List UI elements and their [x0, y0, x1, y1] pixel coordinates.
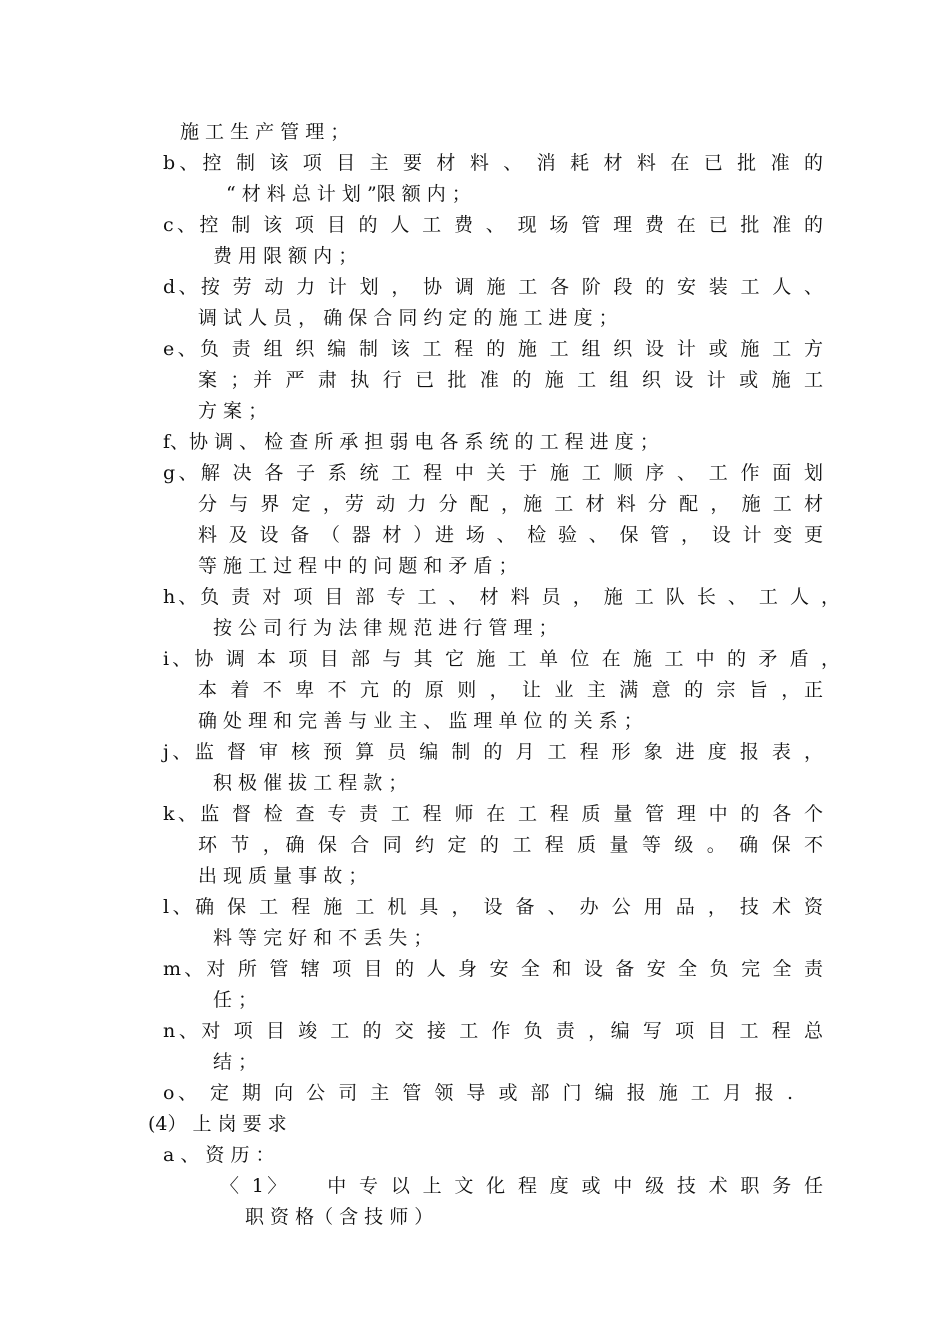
text-line: 案 ；并 严 肃 执 行 已 批 准 的 施 工 组 织 设 计 或 施 工: [198, 369, 823, 391]
list-item-d: d、按 劳 动 力 计 划 ， 协 调 施 工 各 阶 段 的 安 装 工 人 、: [163, 276, 823, 298]
list-item-m: m、对 所 管 辖 项 目 的 人 身 安 全 和 设 备 安 全 负 完 全 责: [163, 958, 823, 980]
list-item-c: c、控 制 该 项 目 的 人 工 费 、 现 场 管 理 费 在 已 批 准 的: [163, 214, 823, 236]
list-item-o: o、 定 期 向 公 司 主 管 领 导 或 部 门 编 报 施 工 月 报 .: [163, 1082, 793, 1104]
text-line: 结 ；: [213, 1051, 258, 1073]
list-item-b: b、控 制 该 项 目 主 要 材 料 、 消 耗 材 料 在 已 批 准 的: [163, 152, 823, 174]
text-line: 按 公 司 行 为 法 律 规 范 进 行 管 理 ；: [213, 617, 558, 639]
text-line: 本 着 不 卑 不 亢 的 原 则 ， 让 业 主 满 意 的 宗 旨 ，正: [198, 679, 823, 701]
text-line: 料 及 设 备 （ 器 材 ）进 场 、 检 验 、 保 管 ， 设 计 变 更: [198, 524, 823, 546]
list-item-h: h、负 责 对 项 目 部 专 工 、 材 料 员 ， 施 工 队 长 、 工 人 ，: [163, 586, 840, 608]
text-line: 料 等 完 好 和 不 丢 失 ；: [213, 927, 433, 949]
text-line: “ 材 料 总 计 划 ”限 额 内 ；: [226, 183, 471, 205]
list-item-e: e、负 责 组 织 编 制 该 工 程 的 施 工 组 织 设 计 或 施 工 方: [163, 338, 823, 360]
text-line: 职 资 格（ 含 技 师 ）: [245, 1206, 434, 1228]
list-item-l: l、确 保 工 程 施 工 机 具 ， 设 备 、 办 公 用 品 ， 技 术 资: [163, 896, 823, 918]
list-item-j: j、监 督 审 核 预 算 员 编 制 的 月 工 程 形 象 进 度 报 表 ，: [163, 741, 823, 763]
list-item-g: g、解 决 各 子 系 统 工 程 中 关 于 施 工 顺 序 、 工 作 面 划: [163, 462, 823, 484]
list-item-i: i、协 调 本 项 目 部 与 其 它 施 工 单 位 在 施 工 中 的 矛 盾 ，: [163, 648, 840, 670]
text-line: 调 试 人 员 ， 确 保 合 同 约 定 的 施 工 进 度 ；: [198, 307, 618, 329]
list-item-1: 〈 1〉 中 专 以 上 文 化 程 度 或 中 级 技 术 职 务 任: [220, 1175, 823, 1197]
list-item-n: n、对 项 目 竣 工 的 交 接 工 作 负 责 ，编 写 项 目 工 程 总: [163, 1020, 823, 1042]
subsection-heading: a 、 资 历 ：: [163, 1144, 275, 1166]
text-line: 环 节 ，确 保 合 同 约 定 的 工 程 质 量 等 级 。 确 保 不: [198, 834, 823, 856]
text-line: 出 现 质 量 事 故 ；: [198, 865, 368, 887]
text-line: 方 案 ；: [198, 400, 268, 422]
text-line: 费 用 限 额 内 ；: [213, 245, 358, 267]
text-line: 施 工 生 产 管 理 ；: [180, 121, 350, 143]
text-line: 确 处 理 和 完 善 与 业 主 、 监 理 单 位 的 关 系 ；: [198, 710, 643, 732]
text-line: 积 极 催 拔 工 程 款 ；: [213, 772, 408, 794]
text-line: 分 与 界 定 ，劳 动 力 分 配 ，施 工 材 料 分 配 ， 施 工 材: [198, 493, 823, 515]
text-line: 任 ；: [213, 989, 258, 1011]
list-item-k: k、监 督 检 查 专 责 工 程 师 在 工 程 质 量 管 理 中 的 各 个: [163, 803, 823, 825]
text-line: 等 施 工 过 程 中 的 问 题 和 矛 盾 ；: [198, 555, 518, 577]
list-item-f: f、协 调 、 检 查 所 承 担 弱 电 各 系 统 的 工 程 进 度 ；: [163, 431, 659, 453]
section-heading: (4） 上 岗 要 求: [148, 1113, 287, 1135]
